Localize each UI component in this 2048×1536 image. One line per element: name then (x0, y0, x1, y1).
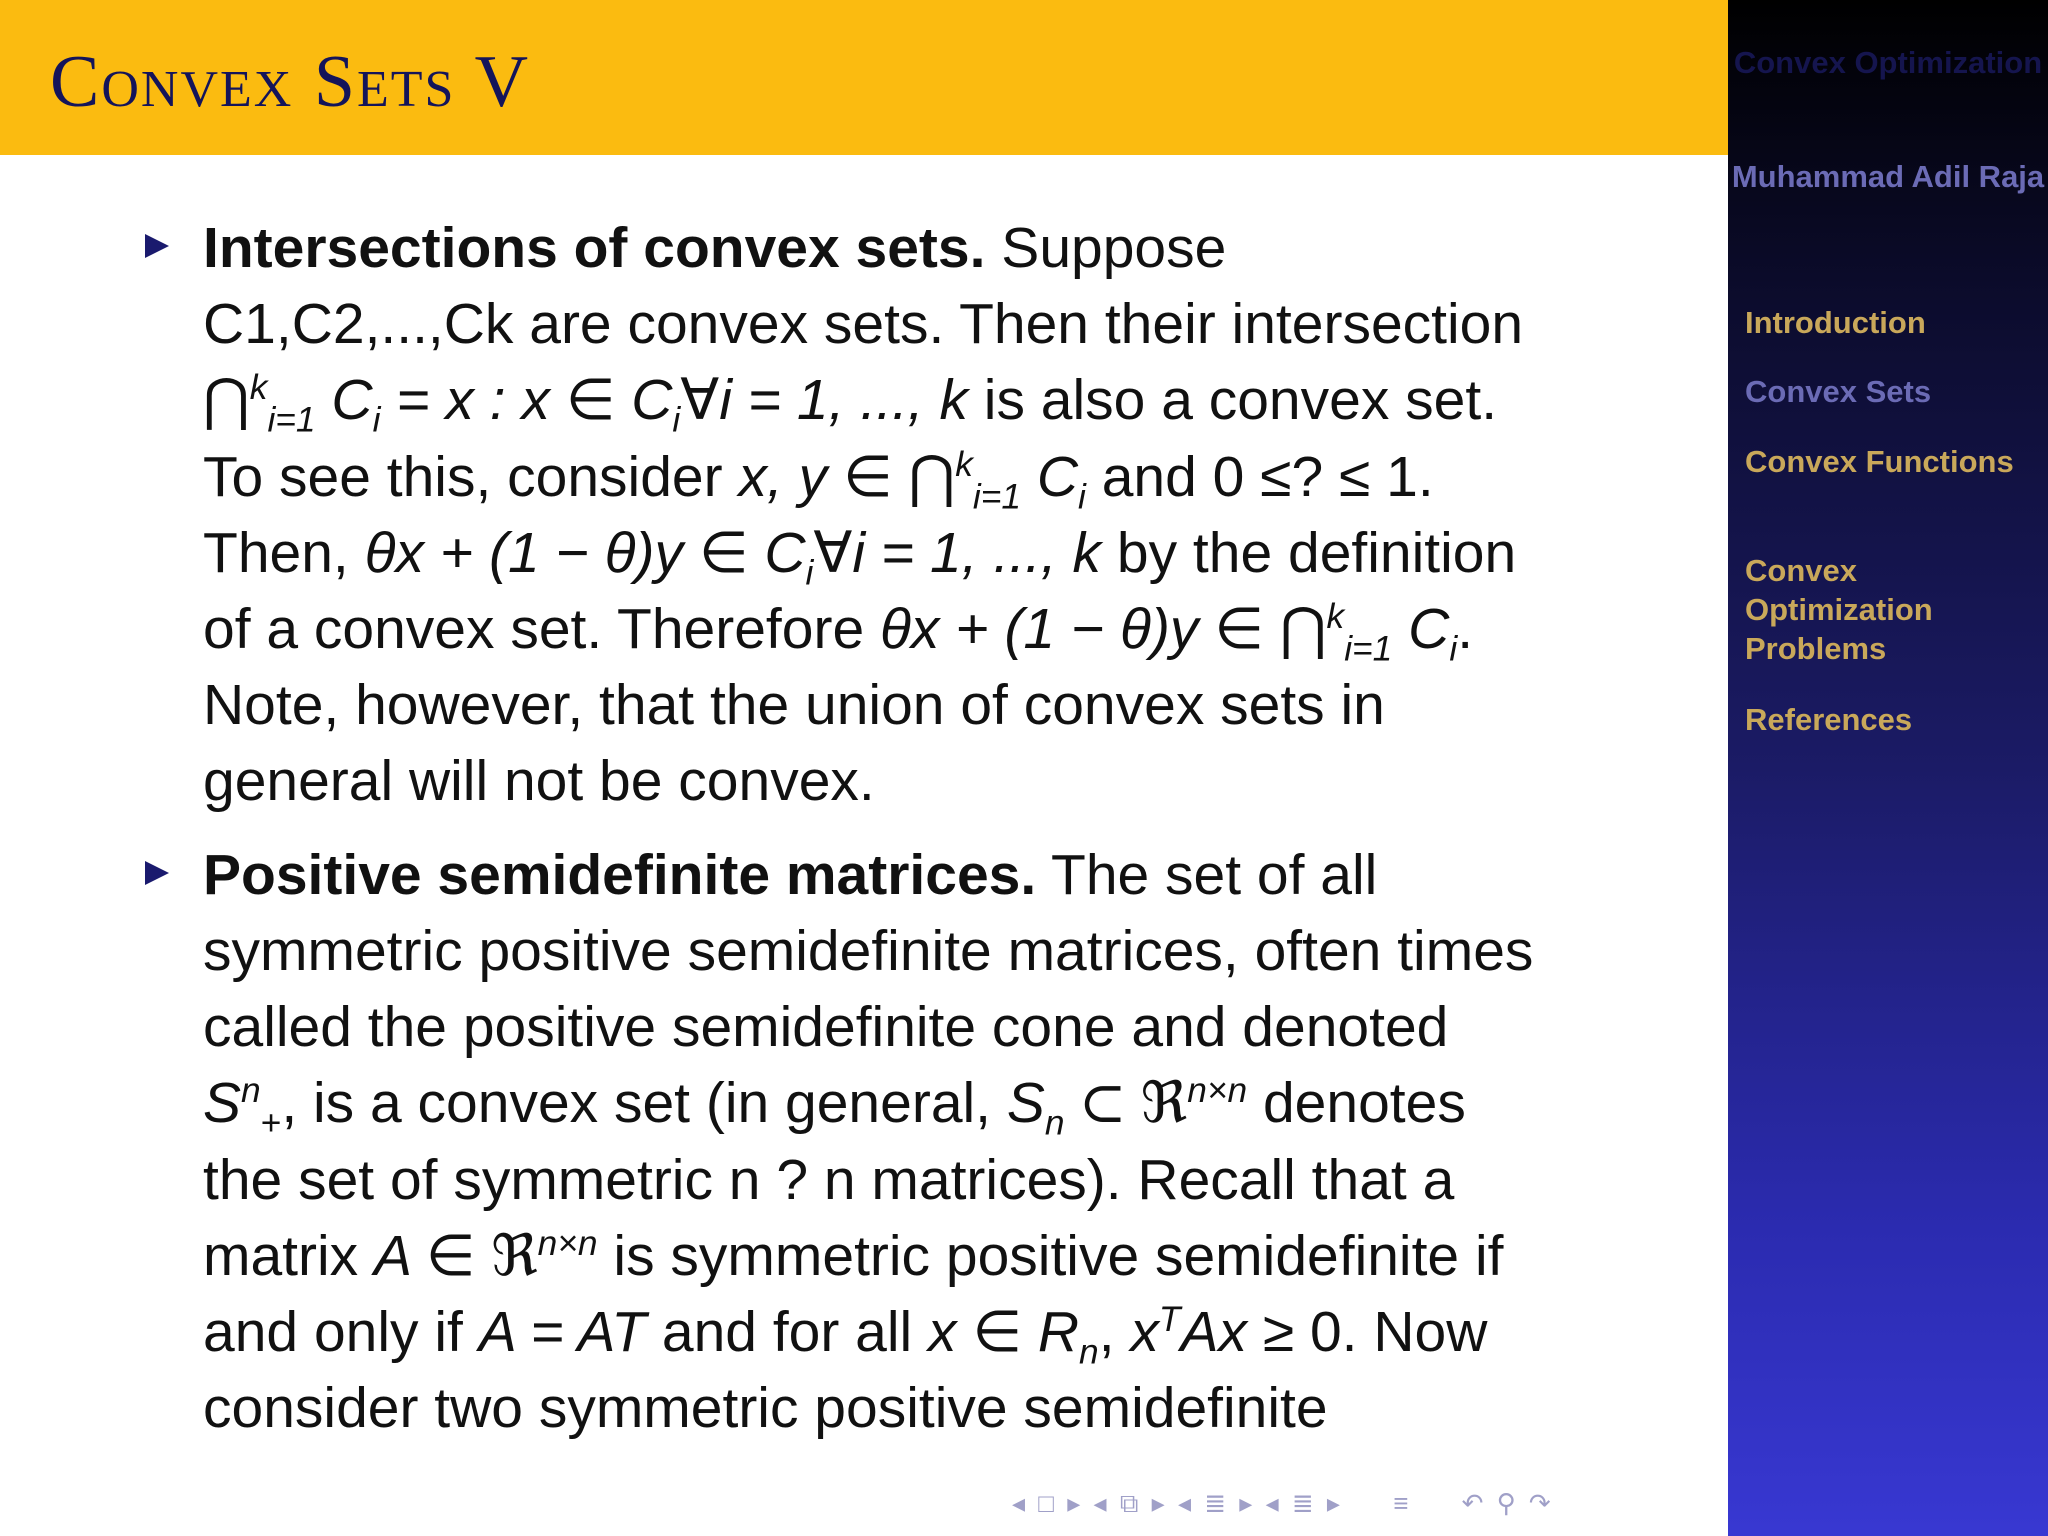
text-line: To see this, consider x, y ∈ ⋂$^k_{i=1}$ $C_i$ and 0 ≤? ≤ 1. (203, 445, 1434, 517)
bullet-triangle-icon (145, 861, 169, 885)
text-line: C1,C2,...,Ck are convex sets. Then their intersection (203, 292, 1524, 356)
list-item (145, 837, 1665, 1446)
item-heading: Positive semidefinite matrices. (203, 843, 1037, 907)
text-line: of a convex set. Therefore θx + (1 − θ)y ∈ ⋂$^k_{i=1}$ $C_i$. (203, 597, 1474, 669)
text-line: Intersections of convex sets. Suppose (203, 216, 1227, 280)
section-next-icon[interactable]: ▸ (1239, 1488, 1253, 1518)
frame-prev-icon[interactable]: ◂ (1012, 1488, 1026, 1518)
subsection-next-icon[interactable]: ▸ (1151, 1488, 1165, 1518)
sidebar-item-introduction[interactable]: Introduction (1745, 305, 1926, 340)
sidebar-author[interactable]: Muhammad Adil Raja (1731, 159, 2045, 194)
text-line: called the positive semidefinite cone and denoted (203, 995, 1449, 1059)
frame-next-icon[interactable]: ▸ (1067, 1488, 1081, 1518)
section-prev-icon[interactable]: ◂ (1177, 1488, 1192, 1518)
beamer-navigation (1012, 1488, 1712, 1524)
list-item (145, 210, 1665, 819)
text-line: Then, θx + (1 − θ)y ∈ $C_i\forall i = 1$, ..., k by the definition (203, 521, 1517, 593)
slide-title: Convex Sets V (50, 41, 531, 123)
text-line: and only if A = AT and for all x ∈ $R_n$, $x^TAx \ge 0$. Now (203, 1300, 1488, 1372)
text-line: Note, however, that the union of convex sets in (203, 673, 1385, 737)
section-icon[interactable]: ≣ (1204, 1488, 1227, 1518)
text-line: $S^n_+$, is a convex set (in general, $S_n$ ⊂ ℜ$^{n\times n}$ denotes (203, 1071, 1466, 1143)
text-line: general will not be convex. (203, 749, 875, 813)
part-next-icon[interactable]: ▸ (1326, 1488, 1340, 1518)
part-icon[interactable]: ≣ (1291, 1488, 1314, 1518)
sidebar-item-convex-functions[interactable]: Convex Functions (1745, 444, 2014, 479)
text-line: the set of symmetric n ? n matrices). Recall that a (203, 1148, 1455, 1212)
text-line: matrix A ∈ ℜ$^{n\times n}$ is symmetric positive semidefinite if (203, 1224, 1504, 1288)
forward-icon[interactable]: ↷ (1528, 1488, 1551, 1518)
bullet-triangle-icon (145, 234, 169, 258)
text-line: symmetric positive semidefinite matrices, often times (203, 919, 1534, 983)
part-prev-icon[interactable]: ◂ (1265, 1488, 1279, 1518)
slide-header (0, 0, 1728, 155)
sidebar-presentation-title[interactable]: Convex Optimization (1733, 45, 2043, 80)
item-heading: Intersections of convex sets. (203, 216, 986, 280)
sidebar-item-convex-optimization-problems[interactable]: Convex Optimization Problems (1745, 553, 1933, 666)
search-icon[interactable]: ⚲ (1496, 1488, 1516, 1518)
back-icon[interactable]: ↶ (1461, 1488, 1484, 1518)
sidebar-item-references[interactable]: References (1745, 702, 1913, 737)
slide-body (145, 210, 1665, 1464)
sidebar (1728, 0, 2048, 1536)
frame-icon[interactable]: □ (1038, 1488, 1055, 1518)
toc-icon[interactable]: ≡ (1393, 1488, 1409, 1518)
subsection-icon[interactable]: ⧉ (1119, 1488, 1139, 1518)
text-line: Positive semidefinite matrices. The set of all (203, 843, 1378, 907)
text-line: ⋂$^k_{i=1}$ $C_i = x$ : x ∈ $C_i\forall i = 1$, ..., k is also a convex set. (203, 368, 1498, 440)
sidebar-item-convex-sets[interactable]: Convex Sets (1745, 374, 1932, 409)
subsection-prev-icon[interactable]: ◂ (1093, 1488, 1107, 1518)
text-line: consider two symmetric positive semidefinite (203, 1376, 1328, 1440)
